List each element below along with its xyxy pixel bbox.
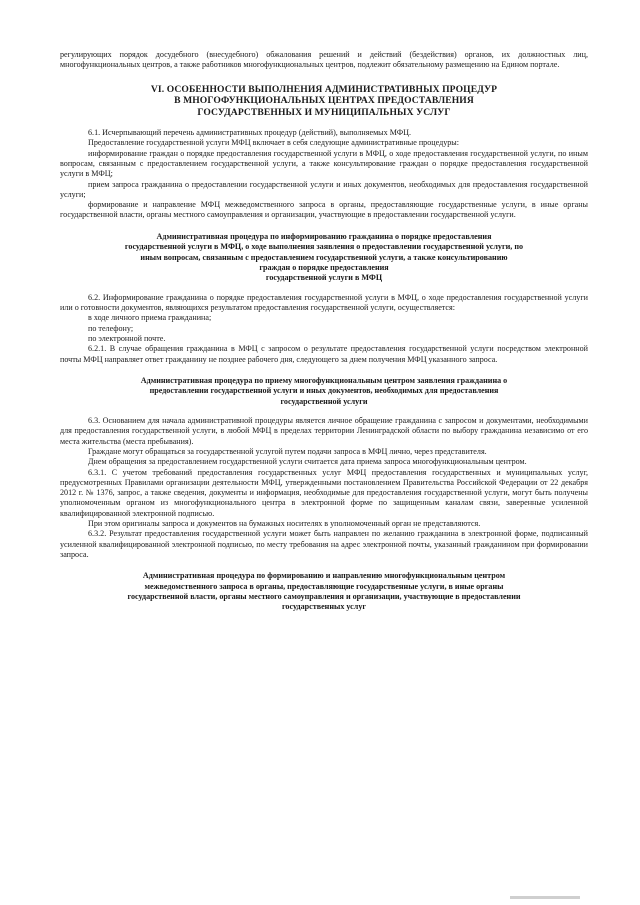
- paragraph-6-3-2: 6.3.2. Результат предоставления государственной услуги может быть направлен по желанию гражданина в электронной форме, подписанный усиленной квалифицированной электронной подписью, по месту требования на адрес электронной почты, указанный гражданином при формировании запроса.: [60, 529, 588, 559]
- paragraph-6-3-date: Днем обращения за предоставлением государственной услуги считается дата приема запроса многофункциональным центром.: [88, 457, 527, 467]
- subsection-title-line: государственной услуги в МФЦ, о ходе выполнения заявления о предоставлении государственной услуги, по: [124, 242, 524, 252]
- subsection-title-line: Административная процедура по формированию и направлению многофункциональным центром: [142, 571, 506, 581]
- scan-artifact-line: [510, 896, 580, 899]
- subsection-title-line: иным вопросам, связанным с предоставлением государственной услуги, а также консультированию: [140, 252, 508, 262]
- paragraph-6-1: 6.1. Исчерпывающий перечень административных процедур (действий), выполняемых МФЦ.: [88, 128, 412, 138]
- subsection-title-line: государственной власти, органы местного самоуправления и организации, участвующие в предоставлении: [127, 592, 521, 602]
- section-title: [60, 84, 588, 119]
- section-title-line: В МНОГОФУНКЦИОНАЛЬНЫХ ЦЕНТРАХ ПРЕДОСТАВЛЕНИЯ: [174, 95, 474, 107]
- intro-paragraph: регулирующих порядок досудебного (внесудебного) обжалования решений и действий (бездействия) органов, их должностных лиц, многофункциональных центров, а также работников многофункциональных центров, подлежит обязательному размещению на Едином портале.: [60, 50, 588, 70]
- paragraph-6-3-1: 6.3.1. С учетом требований предоставления государственных услуг МФЦ предоставления государственных и муниципальных услуг, предусмотренных Правилами организации деятельности МФЦ, утвержденными постановлением Правительства Российской Федерации от 22 декабря 2012 г. № 1376, запрос, а также сведения, документы и информация, необходимые для предоставления государственной услуги, могут быть получены уполномоченным органом из многофункционального центра в электронной форме по защищенным каналам связи, заверенные усиленной квалифицированной электронной подписью.: [60, 467, 588, 518]
- subsection-title-line: государственных услуг: [281, 602, 367, 612]
- paragraph-6-3-representative: Граждане могут обращаться за государственной услугой путем подачи запроса в МФЦ лично, через представителя.: [88, 446, 487, 456]
- list-item: прием запроса гражданина о предоставлении государственной услуги и иных документов, необходимых для предоставления государственной услуги;: [60, 179, 588, 199]
- list-item: по телефону;: [88, 323, 134, 333]
- subsection-title-line: Административная процедура по приему многофункциональным центром заявления гражданина о: [140, 375, 508, 385]
- subsection-title-line: межведомственного запроса в органы, предоставляющие государственные услуги, в иные органы: [144, 581, 504, 591]
- paragraph-6-2-1: 6.2.1. В случае обращения гражданина в МФЦ с запросом о результате предоставления государственной услуги посредством электронной почты МФЦ направляет ответ гражданину не позднее рабочего дня, следующего за днем получения МФЦ указанного запроса.: [60, 344, 588, 364]
- section-title-line: VI. ОСОБЕННОСТИ ВЫПОЛНЕНИЯ АДМИНИСТРАТИВНЫХ ПРОЦЕДУР: [150, 83, 498, 95]
- informing-methods-list: [60, 313, 588, 344]
- subsection-title-interagency: [60, 571, 588, 613]
- list-item: по электронной почте.: [88, 333, 166, 343]
- list-item: информирование граждан о порядке предоставления государственной услуги в МФЦ, о ходе предоставления государственной услуги, по иным вопросам, связанным с предоставлением государственной услуги, а также консультирование граждан о порядке предоставления государственной услуги в МФЦ;: [60, 148, 588, 179]
- list-item: в ходе личного приема гражданина;: [88, 313, 212, 323]
- paragraph-6-3-1-originals: При этом оригиналы запроса и документов на бумажных носителях в уполномоченный орган не представляются.: [88, 519, 481, 529]
- paragraph-6-3: 6.3. Основанием для начала административной процедуры является личное обращение гражданина с запросом и документами, необходимыми для предоставления государственной услуги, в любой МФЦ в пределах территории Ленинградской области по выбору гражданина независимо от его места жительства (места пребывания).: [60, 416, 588, 446]
- paragraph-6-2: 6.2. Информирование гражданина о порядке предоставления государственной услуги в МФЦ, о ходе предоставления государственной услуги или о готовности документов, являющихся результатом предоставления государственной услуги, осуществляется:: [60, 292, 588, 313]
- paragraph-6-1-intro: Предоставление государственной услуги МФЦ включает в себя следующие административные процедуры:: [88, 138, 459, 148]
- subsection-title-line: государственной услуги: [280, 396, 368, 406]
- section-title-line: ГОСУДАРСТВЕННЫХ И МУНИЦИПАЛЬНЫХ УСЛУГ: [197, 106, 451, 118]
- procedures-list: [60, 149, 588, 221]
- subsection-title-line: Административная процедура по информированию гражданина о порядке предоставления: [156, 231, 492, 241]
- subsection-title-line: государственной услуги в МФЦ: [265, 273, 383, 283]
- subsection-title-line: граждан о порядке предоставления: [259, 262, 389, 272]
- subsection-title-informing: [60, 232, 588, 284]
- list-item: формирование и направление МФЦ межведомственного запроса в органы, предоставляющие государственные услуги, в иные органы государственной власти, органы местного самоуправления и организации, участвующие в предоставлении государственной услуги.: [60, 200, 588, 220]
- subsection-title-reception: [60, 376, 588, 407]
- subsection-title-line: предоставлении государственной услуги и иных документов, необходимых для предоставления: [149, 386, 499, 396]
